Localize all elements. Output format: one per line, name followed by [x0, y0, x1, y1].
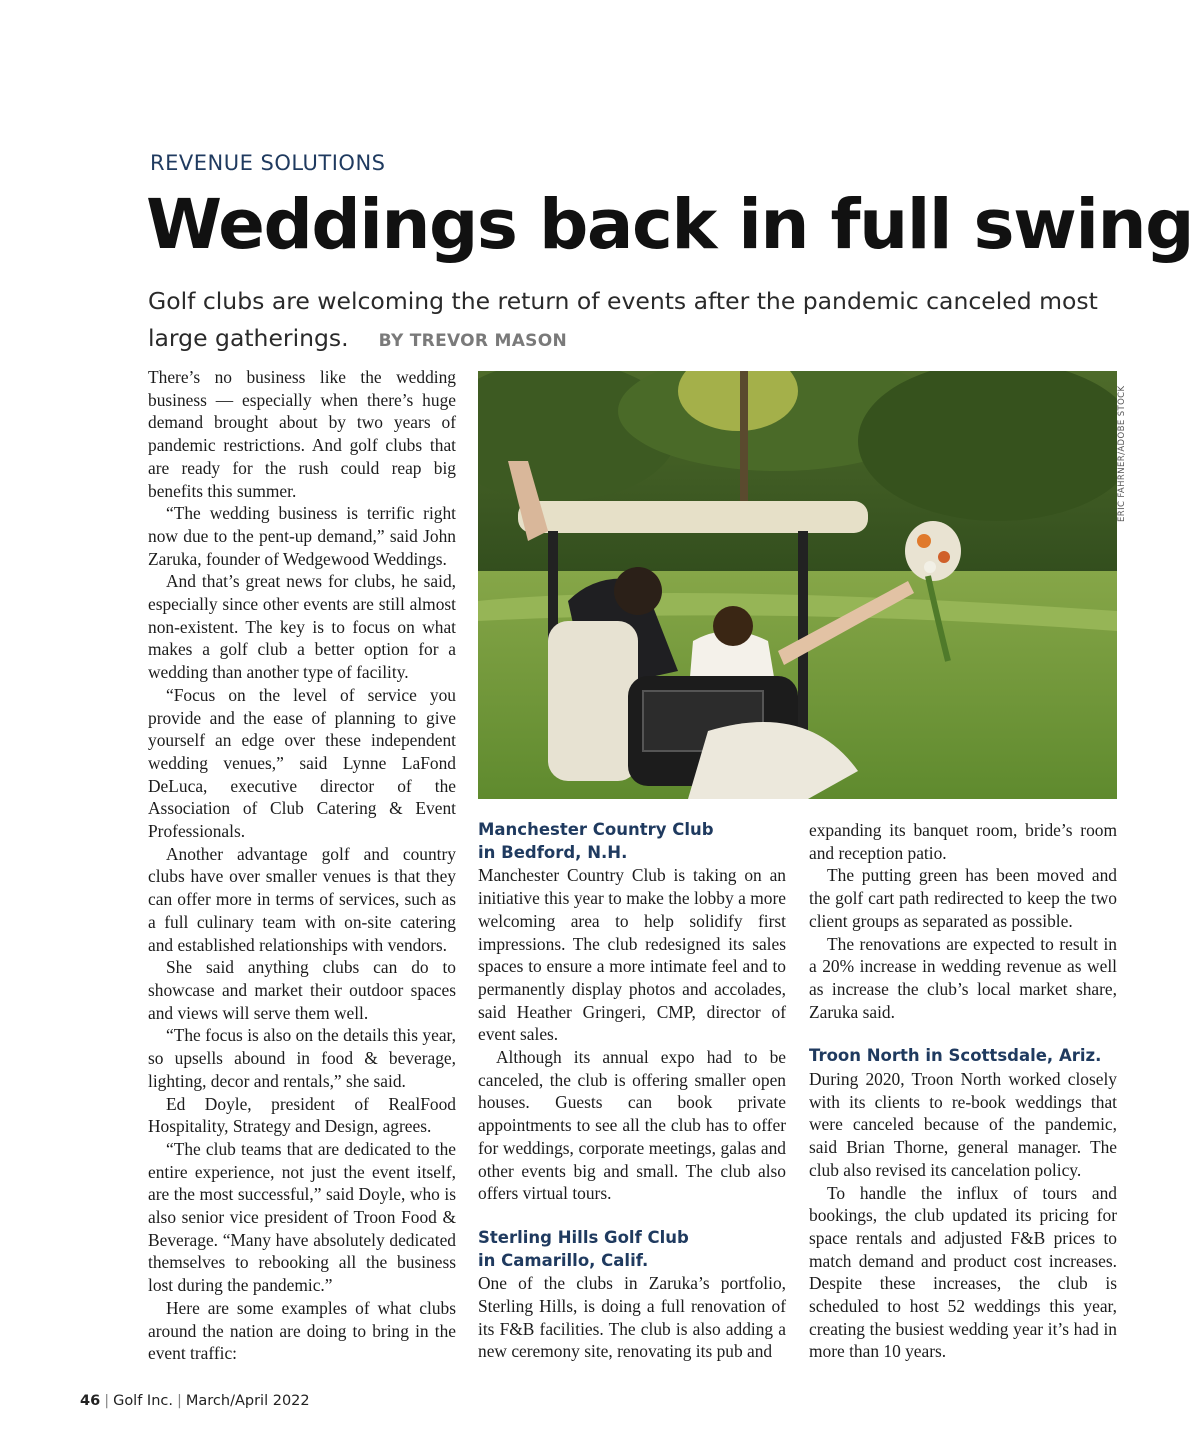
subhead-line: in Bedford, N.H.: [478, 842, 628, 862]
body-paragraph: “The club teams that are dedicated to the entire experience, not just the event itself, are the most successful,” said Doyle, who is also senior vice president of Troon Food & Beverage. “Many have absolutely dedicated themselves to rebooking all the business lost during the pandemic.”: [148, 1138, 456, 1296]
wedding-golf-cart-photo: [478, 371, 1117, 799]
section-kicker: REVENUE SOLUTIONS: [150, 151, 386, 175]
subhead-line: Sterling Hills Golf Club: [478, 1227, 689, 1247]
byline: BY TREVOR MASON: [378, 331, 567, 351]
subhead-troon: Troon North in Scottsdale, Ariz.: [809, 1046, 1102, 1066]
body-paragraph: Although its annual expo had to be canceled, the club is offering smaller open houses. Guests can book private appointments to see all the club has to offer for weddings, corporate meetings, galas and other events big and small. The club also offers virtual tours.: [478, 1047, 786, 1204]
body-paragraph: “Focus on the level of service you provide and the ease of planning to give yourself an edge over these independent wedding venues,” said Lynne LaFond DeLuca, executive director of the Association of Club Catering & Event Professionals.: [148, 684, 456, 842]
column-1: [148, 366, 456, 1365]
subhead-sterling: [478, 1227, 786, 1272]
page-footer: [80, 1393, 310, 1409]
footer-separator: |: [104, 1393, 110, 1409]
subhead-line: in Camarillo, Calif.: [478, 1250, 649, 1270]
body-paragraph: She said anything clubs can do to showcase and market their outdoor spaces and views will serve them well.: [148, 957, 456, 1023]
body-paragraph: To handle the influx of tours and bookings, the club updated its pricing for space rentals and adjusted F&B prices to match demand and product cost increases. Despite these increases, the club is scheduled to host 52 weddings this year, creating the busiest wedding year it’s had in more than 10 years.: [809, 1182, 1117, 1362]
body-paragraph: The putting green has been moved and the golf cart path redirected to keep the two client groups as separated as possible.: [809, 865, 1117, 931]
column-2: [478, 819, 786, 1363]
deck-text: Golf clubs are welcoming the return of events after the pandemic canceled most large gatherings.: [148, 287, 1098, 352]
column-3: [809, 819, 1117, 1363]
body-paragraph: The renovations are expected to result in a 20% increase in wedding revenue as well as increase the club’s local market share, Zaruka said.: [809, 933, 1117, 1022]
body-paragraph: Ed Doyle, president of RealFood Hospitality, Strategy and Design, agrees.: [148, 1093, 456, 1137]
body-paragraph: One of the clubs in Zaruka’s portfolio, Sterling Hills, is doing a full renovation of its F&B facilities. The club is also adding a new ceremony site, renovating its pub and: [478, 1273, 786, 1362]
body-paragraph: There’s no business like the wedding business — especially when there’s huge demand brought about by two years of pandemic restrictions. And golf clubs that are ready for the rush could reap big benefits this summer.: [148, 367, 456, 501]
body-paragraph: Manchester Country Club is taking on an initiative this year to make the lobby a more welcoming area to help solidify first impressions. The club redesigned its sales spaces to ensure a more intimate feel and to permanently display photos and accolades, said Heather Gringeri, CMP, director of event sales.: [478, 865, 786, 1045]
body-paragraph: “The wedding business is terrific right now due to the pent-up demand,” said John Zaruka, founder of Wedgewood Weddings.: [148, 503, 456, 569]
page-number: 46: [80, 1393, 101, 1409]
body-paragraph: expanding its banquet room, bride’s room and reception patio.: [809, 820, 1117, 863]
photo-credit: ERIC FAHRNER/ADOBE STOCK: [1117, 385, 1127, 522]
issue-date: March/April 2022: [185, 1393, 310, 1409]
subhead-manchester: [478, 819, 786, 864]
body-paragraph: “The focus is also on the details this year, so upsells abound in food & beverage, lighting, decor and rentals,” she said.: [148, 1025, 456, 1091]
body-paragraph: During 2020, Troon North worked closely with its clients to re-book weddings that were canceled because of the pandemic, said Brian Thorne, general manager. The club also revised its cancelation policy.: [809, 1069, 1117, 1180]
body-paragraph: Another advantage golf and country clubs have over smaller venues is that they can offer more in terms of services, such as a full culinary team with on-site catering and established relationships with vendors.: [148, 843, 456, 955]
body-paragraph: Here are some examples of what clubs around the nation are doing to bring in the event traffic:: [148, 1297, 456, 1364]
subhead-line: Manchester Country Club: [478, 820, 714, 839]
deck: [148, 283, 1108, 360]
headline: Weddings back in full swing: [146, 185, 1193, 265]
publication-name: Golf Inc.: [113, 1393, 173, 1409]
body-paragraph: And that’s great news for clubs, he said, especially since other events are still almost non-existent. The key is to focus on what makes a golf club a better option for a wedding than another type of facility.: [148, 571, 456, 683]
footer-separator: |: [176, 1393, 182, 1409]
